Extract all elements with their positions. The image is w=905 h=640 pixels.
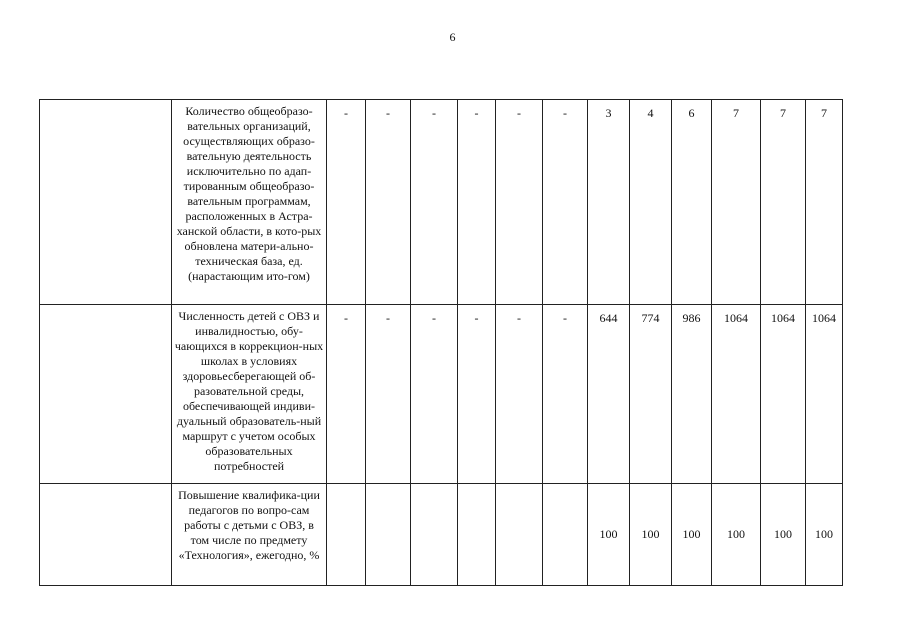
- table-cell: 100: [712, 484, 761, 586]
- table-cell: -: [496, 305, 543, 484]
- table-cell: 100: [806, 484, 843, 586]
- table-cell-empty: [40, 305, 172, 484]
- table-cell: -: [496, 100, 543, 305]
- table-cell: [496, 484, 543, 586]
- table-cell: -: [458, 305, 496, 484]
- table-cell: 7: [806, 100, 843, 305]
- indicator-description-text: Повышение квалифика-ции педагогов по вопро-сам работы с детьми с ОВЗ, в том числе по предмету «Технология», ежегодно, %: [178, 488, 320, 562]
- table-cell-empty: [40, 100, 172, 305]
- indicator-description: [172, 100, 327, 305]
- table-cell: 4: [630, 100, 672, 305]
- table-cell: [327, 484, 366, 586]
- table-cell: 100: [761, 484, 806, 586]
- table-row: [40, 100, 843, 305]
- table-cell: -: [327, 305, 366, 484]
- table-cell: 7: [712, 100, 761, 305]
- table-cell: -: [458, 100, 496, 305]
- table-cell: 1064: [712, 305, 761, 484]
- table-cell: [411, 484, 458, 586]
- table-cell: 6: [672, 100, 712, 305]
- indicator-description-text: Численность детей с ОВЗ и инвалидностью, обу-чающихся в коррекцион-ных школах в условиях здоровьесберегающей об-разовательной среды, обеспечивающей индиви-дуальный образователь-ный маршрут с учетом особых образовательных потребностей: [174, 309, 324, 473]
- table-cell: 7: [761, 100, 806, 305]
- table-cell: -: [543, 100, 588, 305]
- table-cell: [543, 484, 588, 586]
- table-cell: -: [366, 100, 411, 305]
- table-cell: 774: [630, 305, 672, 484]
- table-cell: -: [543, 305, 588, 484]
- table-cell-empty: [40, 484, 172, 586]
- table-cell: 100: [672, 484, 712, 586]
- indicator-description-text: Количество общеобразо-вательных организаций, осуществляющих образо-вательную деятельность исключительно по адап-тированным общеобразо-вательным программам, расположенных в Астра-ханской области, в кото-рых обновлена матери-ально-техническая база, ед. (нарастающим ито-гом): [176, 104, 322, 283]
- indicator-description: [172, 305, 327, 484]
- page-number: 6: [449, 30, 456, 44]
- table-cell: 3: [588, 100, 630, 305]
- table-cell: [458, 484, 496, 586]
- table-cell: -: [366, 305, 411, 484]
- table-cell: 100: [588, 484, 630, 586]
- table-cell: [366, 484, 411, 586]
- table-cell: -: [327, 100, 366, 305]
- table-cell: 644: [588, 305, 630, 484]
- table-cell: 986: [672, 305, 712, 484]
- indicator-description: [172, 484, 327, 586]
- table-row: [40, 484, 843, 586]
- table-row: [40, 305, 843, 484]
- table-cell: -: [411, 100, 458, 305]
- table-cell: 1064: [761, 305, 806, 484]
- table-cell: -: [411, 305, 458, 484]
- table-cell: 1064: [806, 305, 843, 484]
- indicator-table: [39, 99, 843, 586]
- table-cell: 100: [630, 484, 672, 586]
